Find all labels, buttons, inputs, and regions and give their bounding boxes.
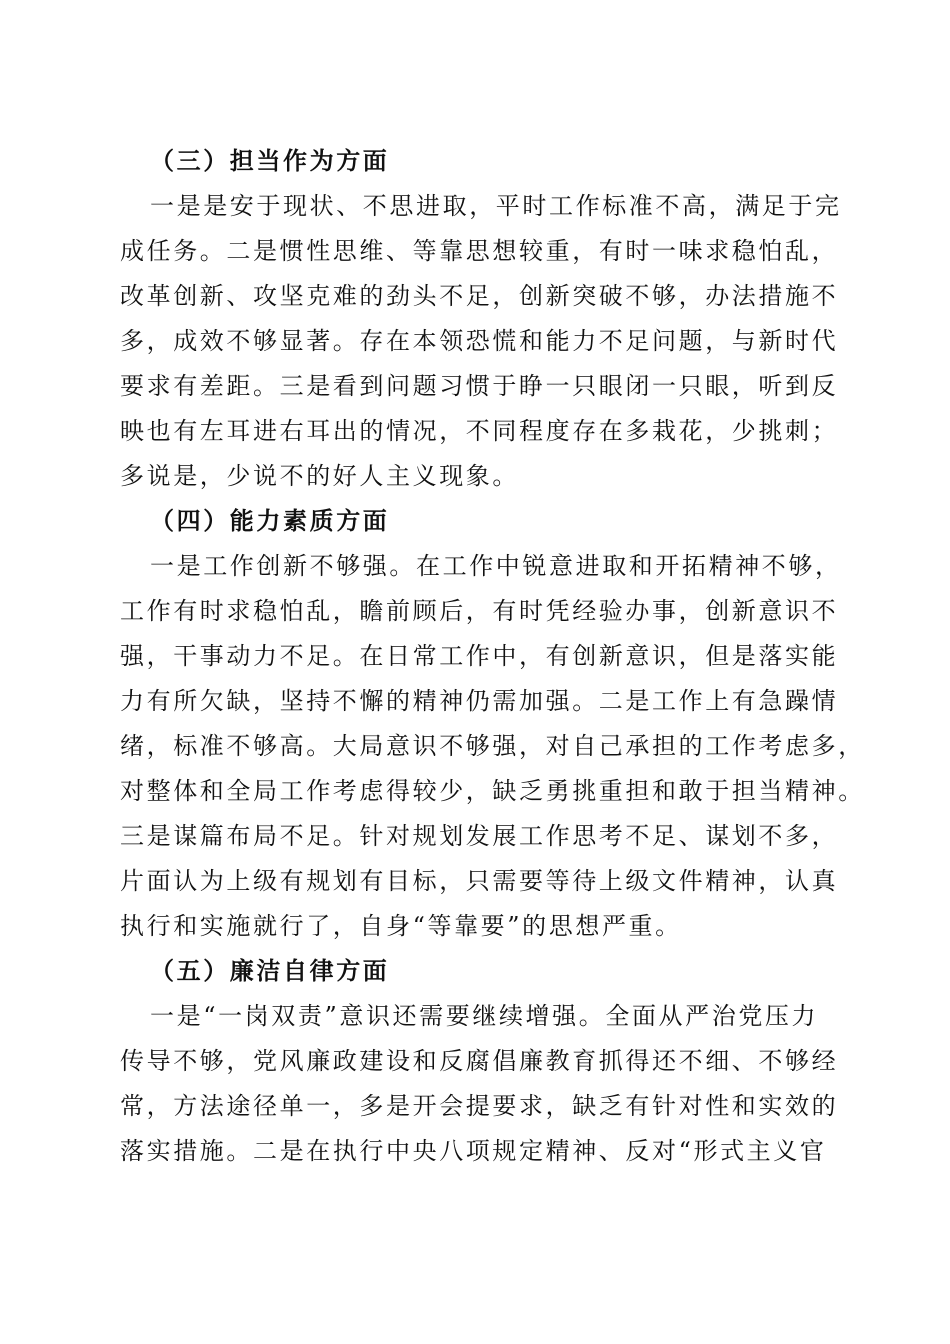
section-heading-4: （四）能力素质方面 <box>150 506 390 535</box>
paragraph-line: 要求有差距。三是看到问题习惯于睁一只眼闭一只眼，听到反 <box>120 372 839 400</box>
paragraph-line: 执行和实施就行了，自身“等靠要”的思想严重。 <box>120 912 682 940</box>
section-heading-5: （五）廉洁自律方面 <box>150 956 390 985</box>
paragraph-line: 强，干事动力不足。在日常工作中，有创新意识，但是落实能 <box>120 642 839 670</box>
paragraph-line: 一是是安于现状、不思进取，平时工作标准不高，满足于完 <box>150 192 842 220</box>
paragraph-line: 一是“一岗双责”意识还需要继续增强。全面从严治党压力 <box>150 1002 819 1030</box>
paragraph-line: 力有所欠缺，坚持不懈的精神仍需加强。二是工作上有急躁情 <box>120 687 839 715</box>
section-heading-3: （三）担当作为方面 <box>150 146 390 175</box>
paragraph-line: 绪，标准不够高。大局意识不够强，对自己承担的工作考虑多， <box>120 732 865 760</box>
paragraph-line: 多说是，少说不的好人主义现象。 <box>120 462 519 490</box>
paragraph-line: 改革创新、攻坚克难的劲头不足，创新突破不够，办法措施不 <box>120 282 839 310</box>
paragraph-line: 成任务。二是惯性思维、等靠思想较重，有时一味求稳怕乱， <box>120 237 839 265</box>
paragraph-line: 一是工作创新不够强。在工作中锐意进取和开拓精神不够， <box>150 552 842 580</box>
paragraph-line: 常，方法途径单一，多是开会提要求，缺乏有针对性和实效的 <box>120 1092 839 1120</box>
paragraph-line: 工作有时求稳怕乱，瞻前顾后，有时凭经验办事，创新意识不 <box>120 597 839 625</box>
paragraph-line: 对整体和全局工作考虑得较少，缺乏勇挑重担和敢于担当精神。 <box>120 777 865 805</box>
paragraph-line: 传导不够，党风廉政建设和反腐倡廉教育抓得还不细、不够经 <box>120 1047 839 1075</box>
paragraph-line: 多，成效不够显著。存在本领恐慌和能力不足问题，与新时代 <box>120 327 839 355</box>
paragraph-line: 落实措施。二是在执行中央八项规定精神、反对“形式主义官 <box>120 1137 827 1165</box>
paragraph-line: 片面认为上级有规划有目标，只需要等待上级文件精神，认真 <box>120 867 839 895</box>
paragraph-line: 三是谋篇布局不足。针对规划发展工作思考不足、谋划不多， <box>120 822 839 850</box>
paragraph-line: 映也有左耳进右耳出的情况，不同程度存在多栽花，少挑刺； <box>120 417 839 445</box>
